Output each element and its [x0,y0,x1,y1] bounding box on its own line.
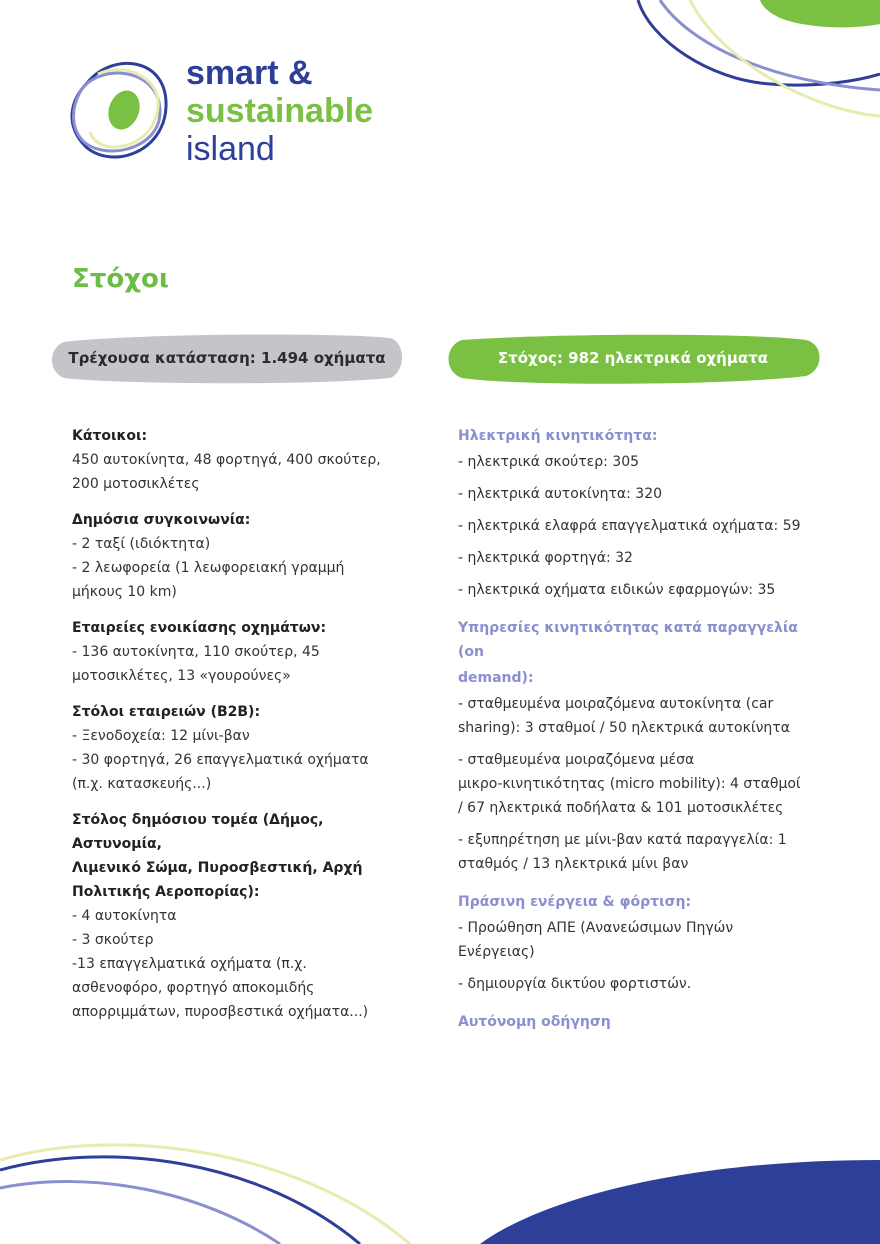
group-line: απορριμμάτων, πυροσβεστικά οχήματα...) [72,1004,369,1020]
item-line: / 67 ηλεκτρικά ποδήλατα & 101 μοτοσικλέτες [458,800,784,816]
list-item [458,482,824,506]
item-line: - Προώθηση ΑΠΕ (Ανανεώσιμων Πηγών [458,920,734,936]
b2b-fleets-group [72,700,412,796]
list-item [458,514,824,538]
list-item [458,916,824,964]
group-line: -13 επαγγελματικά οχήματα (π.χ. [72,956,307,972]
item-line: - ηλεκτρικά σκούτερ: 305 [458,454,640,470]
logo-wordmark [186,54,373,168]
group-heading: Λιμενικό Σώμα, Πυροσβεστική, Αρχή [72,860,363,876]
group-heading: Κάτοικοι: [72,428,148,444]
item-line: sharing): 3 σταθμοί / 50 ηλεκτρικά αυτοκίνητα [458,720,790,736]
list-item [458,828,824,876]
item-line: - εξυπηρέτηση με μίνι-βαν κατά παραγγελία: 1 [458,832,787,848]
group-heading: Ηλεκτρική κινητικότητα: [458,428,658,444]
group-line: - 2 λεωφορεία (1 λεωφορειακή γραμμή [72,560,345,576]
group-heading: Στόλοι εταιρειών (Β2Β): [72,704,261,720]
list-item [458,692,824,740]
item-line: - ηλεκτρικά οχήματα ειδικών εφαρμογών: 35 [458,582,776,598]
current-status-pill [50,332,404,384]
list-item [458,748,824,820]
group-heading: Πράσινη ενέργεια & φόρτιση: [458,894,692,910]
group-heading: Δημόσια συγκοινωνία: [72,512,251,528]
group-heading: Πολιτικής Αεροπορίας): [72,884,260,900]
group-line: (π.χ. κατασκευής...) [72,776,212,792]
bottom-right-decoration [480,1160,880,1244]
current-status-column [72,424,412,1036]
group-line: - Ξενοδοχεία: 12 μίνι-βαν [72,728,250,744]
group-heading: demand): [458,670,534,686]
item-line: - σταθμευμένα μοιραζόμενα μέσα [458,752,695,768]
group-line: - 2 ταξί (ιδιόκτητα) [72,536,211,552]
item-line: - ηλεκτρικά αυτοκίνητα: 320 [458,486,663,502]
group-heading: Υπηρεσίες κινητικότητας κατά παραγγελία (on [458,620,798,660]
blue-arc [0,1157,360,1244]
target-label: Στόχος: 982 ηλεκτρικά οχήματα [497,349,769,367]
bottom-left-decoration [0,1130,420,1244]
current-status-label: Τρέχουσα κατάσταση: 1.494 οχήματα [68,349,386,367]
logo-line-2: sustainable [186,92,374,130]
logo-line-3: island [186,130,275,168]
rental-companies-group [72,616,412,688]
blue-corner-shape [480,1160,880,1244]
list-item [458,972,824,996]
group-line: ασθενοφόρο, φορτηγό αποκομιδής [72,980,315,996]
logo-emblem [68,52,178,172]
item-line: - ηλεκτρικά ελαφρά επαγγελματικά οχήματα: 59 [458,518,801,534]
list-item [458,450,824,474]
group-line: 450 αυτοκίνητα, 48 φορτηγά, 400 σκούτερ, [72,452,381,468]
logo-line-1: smart & [186,54,313,92]
item-line: - δημιουργία δικτύου φορτιστών. [458,976,692,992]
item-line: μικρο-κινητικότητας (micro mobility): 4 σταθμοί [458,776,801,792]
item-line: Ενέργειας) [458,944,535,960]
group-line: μοτοσικλέτες, 13 «γουρούνες» [72,668,291,684]
group-line: - 30 φορτηγά, 26 επαγγελματικά οχήματα [72,752,369,768]
target-pill [444,332,822,384]
page-title: Στόχοι [72,264,169,294]
residents-group [72,424,412,496]
list-item [458,546,824,570]
group-line: 200 μοτοσικλέτες [72,476,200,492]
group-heading: Εταιρείες ενοικίασης οχημάτων: [72,620,327,636]
item-line: σταθμός / 13 ηλεκτρικά μίνι βαν [458,856,689,872]
group-line: - 136 αυτοκίνητα, 110 σκούτερ, 45 [72,644,320,660]
item-line: - ηλεκτρικά φορτηγά: 32 [458,550,633,566]
group-heading: Στόλος δημόσιου τομέα (Δήμος, Αστυνομία, [72,812,324,852]
group-line: μήκους 10 km) [72,584,177,600]
item-line: - σταθμευμένα μοιραζόμενα αυτοκίνητα (car [458,696,774,712]
autonomous-driving-group [458,1010,824,1034]
target-column [458,424,824,1048]
group-line: - 4 αυτοκίνητα [72,908,177,924]
group-line: - 3 σκούτερ [72,932,154,948]
list-item [458,578,824,602]
electric-mobility-group [458,424,824,602]
on-demand-mobility-group [458,616,824,876]
green-energy-group [458,890,824,996]
group-heading: Αυτόνομη οδήγηση [458,1014,611,1030]
brand-logo [68,52,398,172]
lavender-arc [0,1182,280,1244]
green-corner-shape [760,0,880,27]
top-right-decoration [620,0,880,130]
public-transport-group [72,508,412,604]
public-sector-fleet-group [72,808,412,1024]
